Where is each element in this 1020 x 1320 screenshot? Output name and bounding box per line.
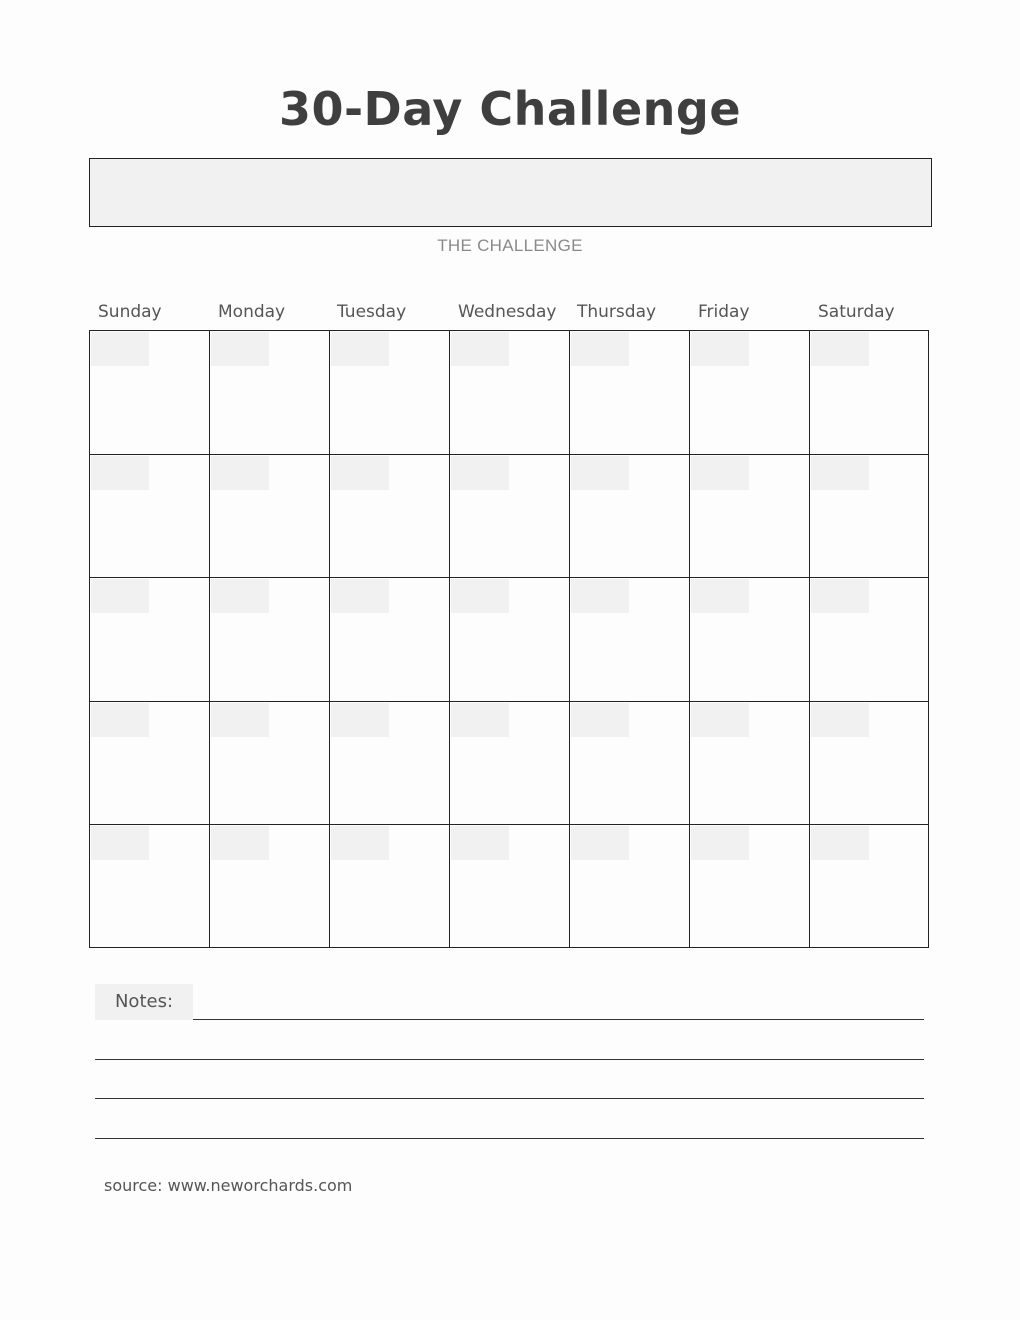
date-number-box[interactable] xyxy=(91,826,149,860)
calendar-cell[interactable] xyxy=(329,454,449,578)
calendar-cell[interactable] xyxy=(689,701,809,825)
date-number-box[interactable] xyxy=(571,579,629,613)
date-number-box[interactable] xyxy=(691,579,749,613)
calendar-cell[interactable] xyxy=(449,824,569,948)
calendar-cell[interactable] xyxy=(569,330,689,454)
calendar-cell[interactable] xyxy=(809,824,929,948)
calendar-cell[interactable] xyxy=(809,701,929,825)
calendar-cell[interactable] xyxy=(209,824,329,948)
notes-label: Notes: xyxy=(114,991,174,1012)
day-header-sunday: Sunday xyxy=(98,302,162,322)
calendar-cell[interactable] xyxy=(89,701,209,825)
day-header-monday: Monday xyxy=(218,302,286,322)
calendar-cell[interactable] xyxy=(209,701,329,825)
calendar-cell[interactable] xyxy=(329,701,449,825)
date-number-box[interactable] xyxy=(331,826,389,860)
day-header-friday: Friday xyxy=(698,302,750,322)
date-number-box[interactable] xyxy=(571,332,629,366)
calendar-cell[interactable] xyxy=(209,577,329,701)
date-number-box[interactable] xyxy=(211,579,269,613)
date-number-box[interactable] xyxy=(211,332,269,366)
day-header-saturday: Saturday xyxy=(818,302,895,322)
date-number-box[interactable] xyxy=(91,579,149,613)
challenge-caption: THE CHALLENGE xyxy=(437,236,583,255)
date-number-box[interactable] xyxy=(811,703,869,737)
day-headers xyxy=(89,302,929,326)
date-number-box[interactable] xyxy=(691,703,749,737)
calendar-cell[interactable] xyxy=(449,577,569,701)
date-number-box[interactable] xyxy=(811,332,869,366)
calendar-cell[interactable] xyxy=(689,454,809,578)
day-header-wednesday: Wednesday xyxy=(458,302,557,322)
calendar-cell[interactable] xyxy=(689,824,809,948)
date-number-box[interactable] xyxy=(211,456,269,490)
date-number-box[interactable] xyxy=(811,579,869,613)
date-number-box[interactable] xyxy=(571,456,629,490)
calendar-cell[interactable] xyxy=(449,330,569,454)
calendar-cell[interactable] xyxy=(569,701,689,825)
calendar-cell[interactable] xyxy=(89,330,209,454)
calendar-cell[interactable] xyxy=(329,330,449,454)
note-line[interactable] xyxy=(95,1138,924,1139)
date-number-box[interactable] xyxy=(451,703,509,737)
calendar-cell[interactable] xyxy=(809,330,929,454)
date-number-box[interactable] xyxy=(691,332,749,366)
date-number-box[interactable] xyxy=(331,332,389,366)
day-header-tuesday: Tuesday xyxy=(337,302,407,322)
date-number-box[interactable] xyxy=(331,703,389,737)
calendar-cell[interactable] xyxy=(689,330,809,454)
calendar-cell[interactable] xyxy=(89,454,209,578)
calendar-cell[interactable] xyxy=(689,577,809,701)
calendar-cell[interactable] xyxy=(329,577,449,701)
date-number-box[interactable] xyxy=(691,456,749,490)
date-number-box[interactable] xyxy=(91,703,149,737)
date-number-box[interactable] xyxy=(451,456,509,490)
date-number-box[interactable] xyxy=(451,332,509,366)
date-number-box[interactable] xyxy=(211,826,269,860)
note-line[interactable] xyxy=(95,1098,924,1099)
calendar-cell[interactable] xyxy=(449,454,569,578)
calendar-cell[interactable] xyxy=(209,330,329,454)
date-number-box[interactable] xyxy=(331,456,389,490)
note-line[interactable] xyxy=(193,1019,924,1020)
date-number-box[interactable] xyxy=(451,579,509,613)
calendar-grid xyxy=(89,330,929,948)
day-header-thursday: Thursday xyxy=(577,302,657,322)
calendar-cell[interactable] xyxy=(89,577,209,701)
calendar-cell[interactable] xyxy=(209,454,329,578)
date-number-box[interactable] xyxy=(331,579,389,613)
challenge-input-box[interactable] xyxy=(89,158,932,227)
date-number-box[interactable] xyxy=(91,332,149,366)
date-number-box[interactable] xyxy=(691,826,749,860)
date-number-box[interactable] xyxy=(91,456,149,490)
date-number-box[interactable] xyxy=(451,826,509,860)
source-credit: source: www.neworchards.com xyxy=(104,1176,353,1195)
calendar-cell[interactable] xyxy=(449,701,569,825)
date-number-box[interactable] xyxy=(811,826,869,860)
calendar-cell[interactable] xyxy=(89,824,209,948)
calendar-cell[interactable] xyxy=(569,454,689,578)
calendar-cell[interactable] xyxy=(569,577,689,701)
date-number-box[interactable] xyxy=(211,703,269,737)
calendar-cell[interactable] xyxy=(329,824,449,948)
date-number-box[interactable] xyxy=(571,703,629,737)
note-line[interactable] xyxy=(95,1059,924,1060)
calendar-cell[interactable] xyxy=(809,577,929,701)
date-number-box[interactable] xyxy=(571,826,629,860)
calendar-cell[interactable] xyxy=(809,454,929,578)
calendar-cell[interactable] xyxy=(569,824,689,948)
page-title: 30-Day Challenge xyxy=(278,82,742,136)
date-number-box[interactable] xyxy=(811,456,869,490)
